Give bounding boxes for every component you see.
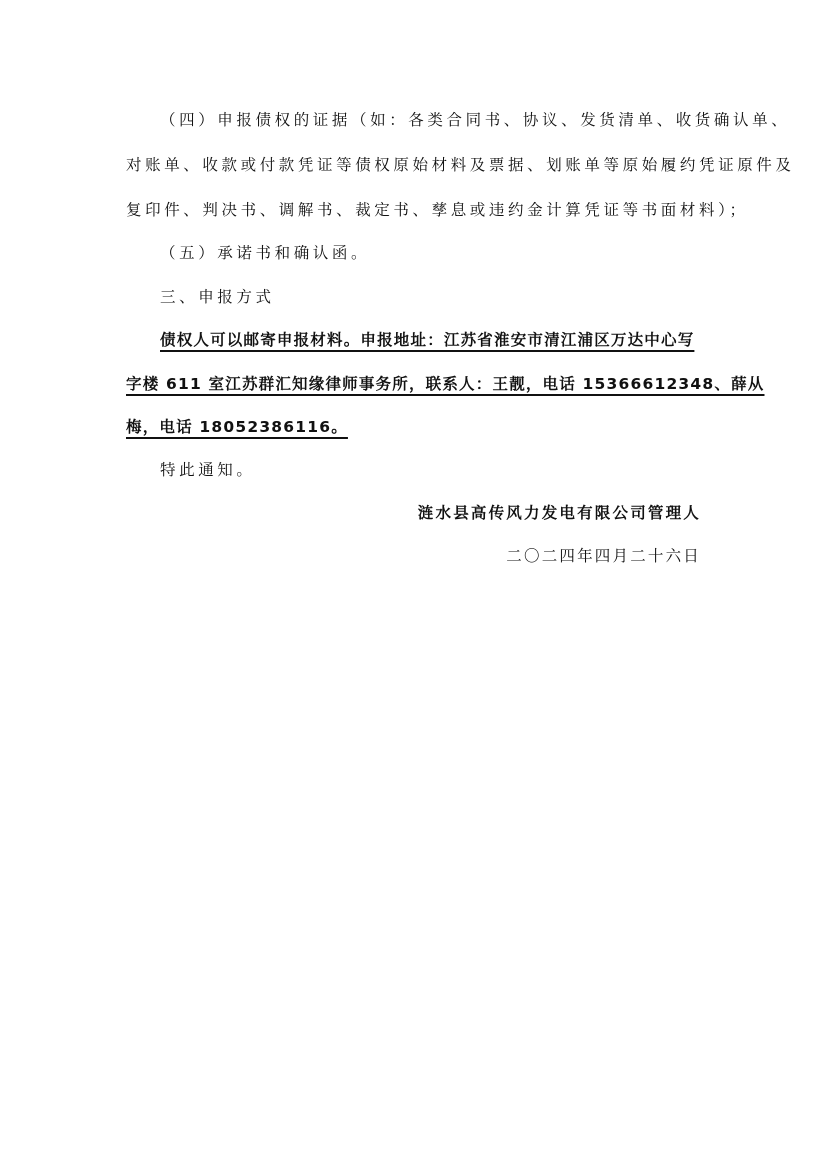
declaration-line-3: 梅，电话 18052386116。: [126, 418, 348, 436]
evidence-item-line-2: 对账单、收款或付款凭证等债权原始材料及票据、划账单等原始履约凭证原件及: [126, 156, 795, 174]
evidence-item-line-3: 复印件、判决书、调解书、裁定书、孳息或违约金计算凭证等书面材料）；: [126, 201, 749, 219]
commitment-item: （五）承诺书和确认函。: [160, 244, 371, 262]
declaration-line-1: 债权人可以邮寄申报材料。申报地址：江苏省淮安市清江浦区万达中心写: [160, 331, 695, 349]
section-heading: 三、申报方式: [160, 288, 275, 306]
declaration-line-2: 字楼 611 室江苏群汇知缘律师事务所，联系人：王靓，电话 15366612348、薛从: [126, 375, 765, 393]
document-date: 二〇二四年四月二十六日: [506, 547, 701, 565]
evidence-item-line-1: （四）申报债权的证据（如：各类合同书、协议、发货清单、收货确认单、: [160, 111, 791, 129]
closing-text: 特此通知。: [160, 461, 256, 479]
signature: 涟水县高传风力发电有限公司管理人: [417, 504, 701, 522]
